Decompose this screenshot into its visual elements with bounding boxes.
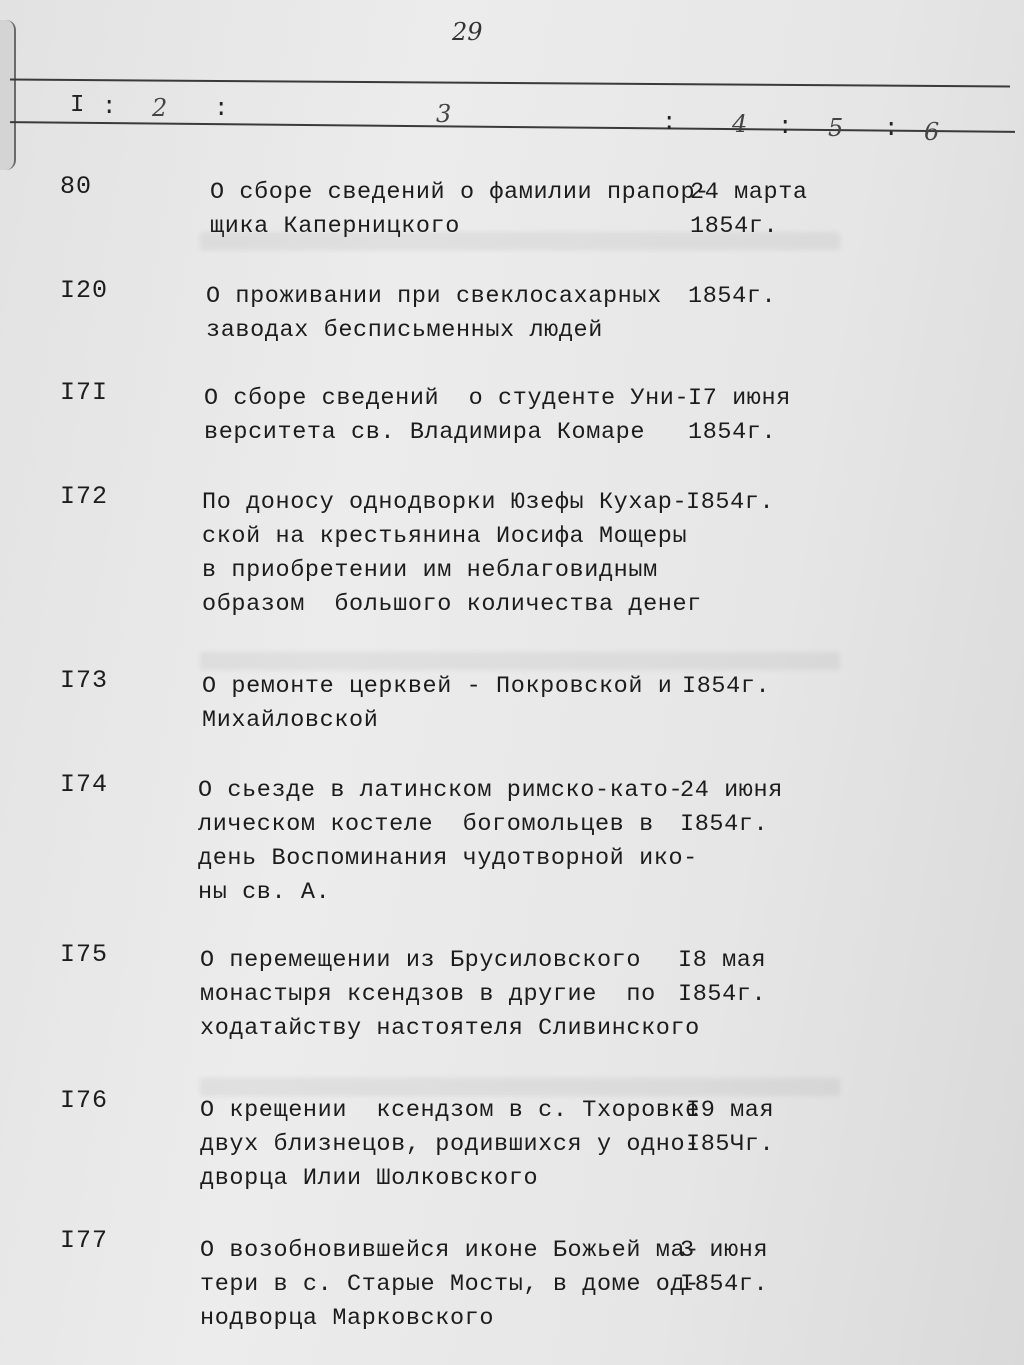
entry-description: О проживании при свеклосахарных заводах бесписьменных людей [206,283,662,344]
bleed-through-shadow [200,652,840,670]
entry-date: 24 июня I854г. [680,777,783,838]
header-top-rule [10,79,1010,88]
column-header-1: I [70,92,85,119]
entry-number: I76 [60,1086,109,1115]
column-header-3: 3 [436,100,452,128]
entry-date: I8 мая I854г. [678,947,767,1008]
entry-description: О ремонте церквей - Покровской и Михайловской [202,673,673,734]
column-header-6: 6 [924,118,940,146]
entry-description: О перемещении из Брусиловского монастыря ксендзов в другие по ходатайству настоятеля Сливинского [200,947,700,1042]
entry-number: I7I [60,378,109,407]
entry-date: I9 мая I85Чг. [686,1097,775,1158]
column-separator: : [778,114,793,141]
entry-number: I74 [60,770,109,799]
entry-number: I72 [60,482,109,511]
entry-number: I75 [60,940,109,969]
page-number: 29 [452,18,483,46]
entry-description: По доносу однодворки Юзефы Кухар- ской на крестьянина Иосифа Мощеры в приобретении им неблаговидным образом большого количества денег [202,489,702,618]
entry-date: 24 марта 1854г. [690,179,808,240]
entry-number: 80 [60,172,93,201]
entry-date: 1854г. [688,283,777,310]
entry-number: I20 [60,276,109,305]
header-bottom-rule [10,121,1015,133]
column-header-4: 4 [732,110,748,138]
column-header-2: 2 [152,94,168,122]
entry-description: О крещении ксендзом в с. Тхоровке двух близнецов, родившихся у одно- дворца Илии Шолковского [200,1097,700,1192]
column-header-5: 5 [828,114,844,142]
entry-date: I7 июня 1854г. [688,385,791,446]
column-separator: : [214,96,229,123]
entry-description: О сьезде в латинском римско-като- лическом костеле богомольцев в день Воспоминания чудотворной ико- ны св. А. [198,777,698,906]
entry-description: О сборе сведений о фамилии прапор- щика Каперницкого [210,179,710,240]
entry-date: I854г. [686,489,775,516]
entry-description: О возобновившейся иконе Божьей ма- тери в с. Старые Мосты, в доме од- нодворца Марковского [200,1237,700,1332]
column-separator: : [102,94,117,121]
entry-number: I73 [60,666,109,695]
binding-edge [0,20,16,170]
entry-date: 3 июня I854г. [680,1237,769,1298]
column-separator: : [884,116,899,143]
column-separator: : [662,110,677,137]
entry-number: I77 [60,1226,109,1255]
entry-description: О сборе сведений о студенте Уни- верситета св. Владимира Комаре [204,385,690,446]
entry-date: I854г. [682,673,771,700]
